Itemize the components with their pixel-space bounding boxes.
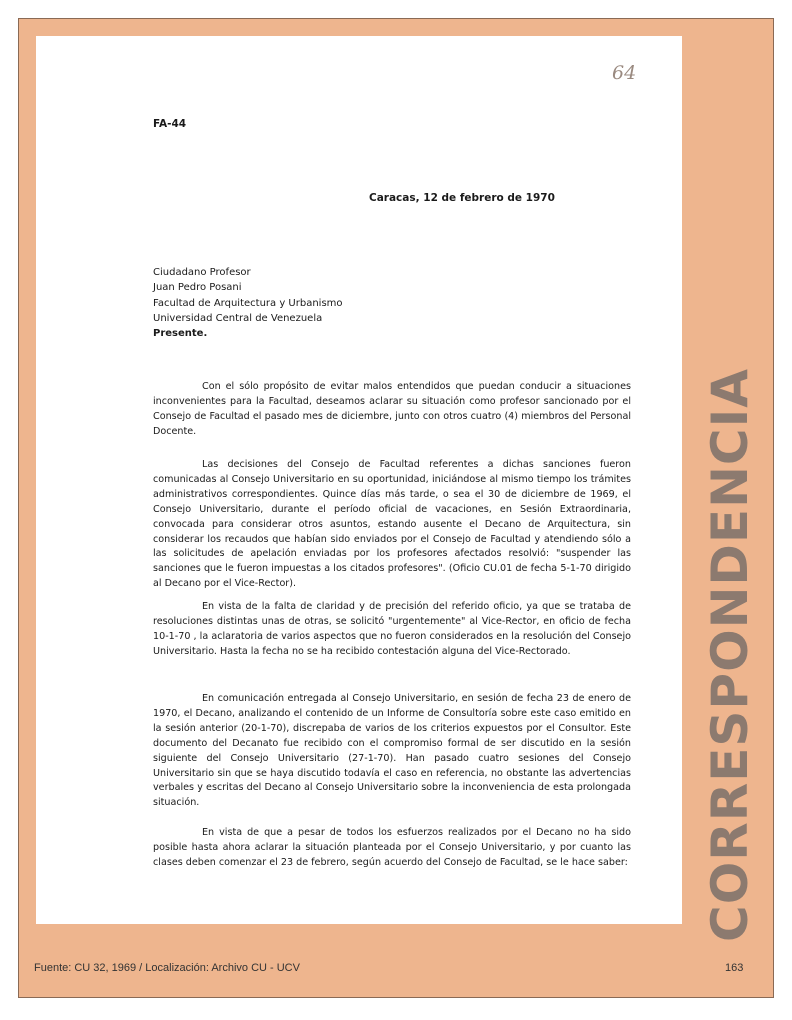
- letter-paragraph: Las decisiones del Consejo de Facultad referentes a dichas sanciones fueron comunicadas al Consejo Universitario en su oportunidad, iniciándose al mismo tiempo los trámites administrativos correspondientes. Quince días más tarde, o sea el 30 de diciembre de 1969, el Consejo Universitario, durante el período oficial de vacaciones, en Sesión Extraordinaria, convocada para considerar otros asuntos, estando ausente el Decano de Arquitectura, sin considerar los recaudos que habían sido enviados por el Consejo de Facultad y atendiendo sólo a las solicitudes de apelación enviadas por los profesores afectados resolvió: "suspender las sanciones que le fueron impuestas a los citados profesores". (Oficio CU.01 de fecha 5-1-70 dirigido al Decano por el Vice-Rector).: [153, 459, 631, 590]
- letter-paragraph: En comunicación entregada al Consejo Universitario, en sesión de fecha 23 de enero de 1970, el Decano, analizando el contenido de un Informe de Consultoría sobre este caso emitido en la sesión anterior (20-1-70), discrepaba de varios de los criterios expuestos por el Consultor. Este documento del Decanato fue recibido con el compromiso formal de ser discutido en la sesión siguiente del Consejo Universitario (27-1-70). Han pasado cuatro sesiones del Consejo Universitario sin que se haya discutido todavía el caso en referencia, no obstante las advertencias verbales y escritas del Decano al Consejo Universitario sobre la inconveniencia de esta prolongada situación.: [153, 693, 631, 809]
- address-line: Facultad de Arquitectura y Urbanismo: [153, 297, 343, 309]
- address-line: Ciudadano Profesor: [153, 267, 251, 278]
- letter-paragraph: En vista de la falta de claridad y de precisión del referido oficio, ya que se trataba de resoluciones distintas unas de otras, se solicitó "urgentemente" al Vice-Rector, en oficio de fecha 10-1-70 , la aclaratoria de varios aspectos que no fueron considerados en la resolución del Consejo Universitario. Hasta la fecha no se ha recibido contestación alguna del Vice-Rectorado.: [153, 601, 631, 657]
- handwritten-page-number: 64: [612, 62, 637, 84]
- source-caption: Fuente: CU 32, 1969 / Localización: Archivo CU - UCV: [34, 962, 300, 974]
- letter-paragraph: En vista de que a pesar de todos los esfuerzos realizados por el Decano no ha sido posible hasta ahora aclarar la situación planteada por el Consejo Universitario, y por cuanto las clases deben comenzar el 23 de febrero, según acuerdo del Consejo de Facultad, se le hace saber:: [153, 827, 631, 868]
- section-title: CORRESPONDENCIA: [701, 368, 759, 942]
- letter-paragraph: Con el sólo propósito de evitar malos entendidos que puedan conducir a situaciones inconvenientes para la Facultad, deseamos aclarar su situación como profesor sancionado por el Consejo de Facultad el pasado mes de diciembre, junto con otros cuatro (4) miembros del Personal Docente.: [153, 381, 631, 437]
- page-number: 163: [725, 962, 744, 974]
- address-line: Universidad Central de Venezuela: [153, 312, 323, 324]
- address-line: Presente.: [153, 328, 208, 340]
- letter-reference: FA-44: [153, 118, 187, 130]
- letter-date: Caracas, 12 de febrero de 1970: [369, 192, 555, 204]
- address-line: Juan Pedro Posani: [153, 282, 242, 294]
- section-sidebar: [700, 370, 760, 940]
- letter-address: [153, 265, 343, 341]
